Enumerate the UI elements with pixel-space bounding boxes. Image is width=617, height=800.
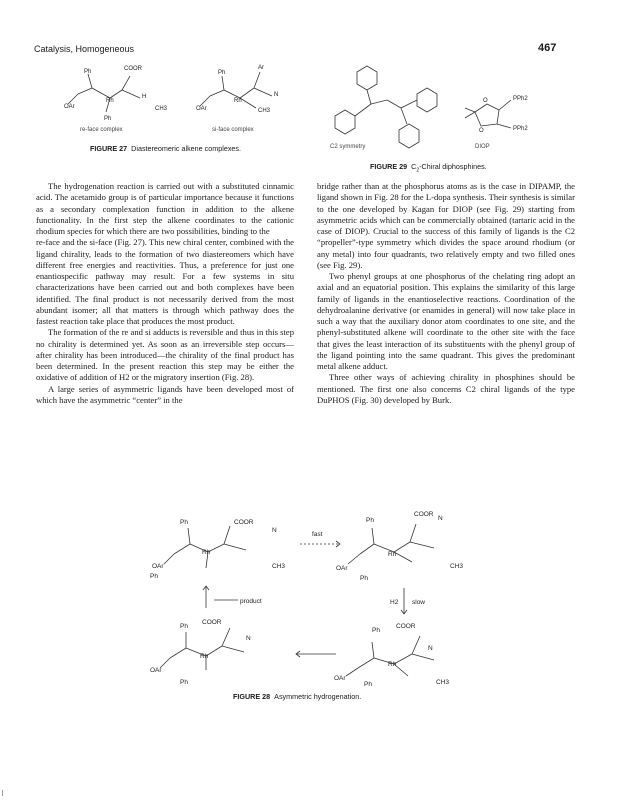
right-paragraph-1: bridge rather than at the phosphorus atoms as is the case in DIPAMP, the ligand shown in Fig. 28 for the L-dopa synthesis. Their synthesis is similar to the one developed by Kagan for DIOP (see Fig. 29) starting from asymmetric acids which can be commercially obtained (tartaric acid in the case of DIOP). Crucial to the success of this family of ligands is the C2 “propeller”-type symmetry which divides the space around rhodium (or any metal) into four quadrants, two relatively empty and two filled ones (see Fig. 29). [317,181,575,270]
svg-text:Ph: Ph [150,573,158,580]
figure-29-right-label: DIOP [475,144,490,150]
svg-text:Ph: Ph [180,679,188,686]
svg-text:OAr: OAr [152,563,164,570]
figure-27-left-label: re-face complex [80,127,123,133]
figure-29-caption-label: FIGURE 29 [370,162,408,171]
figure-28-diagram [150,508,480,690]
figure-28-caption-label: FIGURE 28 [233,692,271,701]
svg-text:CH3: CH3 [436,679,450,686]
svg-text:OAr: OAr [334,675,346,682]
left-paragraph-1: The hydrogenation reaction is carried out with a substituted cinnamic acid. The acetamido group is of particular importance because it functions as a secondary complexation function in addition to the alkene functionality. In the first step the alkene coordinates to the cationic rhodium species for which there are two possibilities, binding to the [36,181,294,236]
svg-text:Ph: Ph [372,627,380,634]
svg-text:Ph: Ph [218,70,226,76]
label-slow: slow [412,599,426,606]
svg-text:Ph: Ph [360,575,368,582]
figure-28-caption-text: Asymmetric hydrogenation. [274,692,362,701]
right-paragraph-2: Two phenyl groups at one phosphorus of the chelating ring adopt an axial and an equatorial position. This explains the similarity of this large family of ligands in the enantioselective reactions. Coordination of the dehydroalanine derivative (or enamides in general) will now take place in such a way that the auxiliary donor atom coordinates to one site, and the phenyl-substituted alkene will coordinate to the other site with the face that gives the least interaction of its substituents with the phenyl group of the ligand pointing into the same quadrant. This gives the predominant metal alkene adduct. [317,271,575,371]
svg-text:H: H [142,94,147,100]
svg-text:CH3: CH3 [450,563,464,570]
figure-29-diagram [325,60,540,150]
svg-text:OAr: OAr [64,104,75,110]
svg-text:PPh2: PPh2 [513,96,528,102]
svg-text:N: N [274,92,279,98]
figure-29-caption [370,162,487,173]
svg-text:O: O [483,98,488,104]
svg-text:Ph: Ph [366,517,374,524]
figure-27-right-label: si-face complex [212,127,254,133]
figure-27-caption-text: Diastereomeric alkene complexes. [131,144,242,153]
running-header-section: Catalysis, Homogeneous [34,44,135,54]
svg-text:N: N [438,515,443,522]
svg-text:Rh: Rh [388,661,397,668]
svg-text:COOR: COOR [202,619,222,626]
svg-text:OAr: OAr [196,106,207,112]
right-paragraph-3: Three other ways of achieving chirality in phosphines should be mentioned. The first one also concerns C2 chiral ligands of the type DuPHOS (Fig. 30) developed by Burk. [317,372,575,405]
figure-27-caption-label: FIGURE 27 [90,144,128,153]
svg-text:O: O [479,128,484,134]
svg-text:Ph: Ph [364,681,372,688]
svg-text:Ph: Ph [180,519,188,526]
page-number: 467 [538,42,557,54]
svg-text:COOR: COOR [396,623,416,630]
svg-text:N: N [246,635,251,642]
svg-text:N: N [428,645,433,652]
svg-text:Ph: Ph [104,116,112,122]
figure-29-caption-c: C [411,162,417,171]
label-h2: H2 [390,599,399,606]
svg-text:COOR: COOR [234,519,254,526]
figure-27-caption [90,144,241,153]
svg-text:OAr: OAr [336,565,348,572]
figure-28-caption [233,692,361,701]
svg-text:CH3: CH3 [258,108,271,114]
figure-29-caption-text: -Chiral diphosphines. [419,162,487,171]
svg-text:Ph: Ph [180,623,188,630]
svg-text:Ph: Ph [84,69,92,75]
right-column [317,181,575,406]
svg-text:Rh: Rh [202,549,211,556]
page-edge-mark [2,790,3,796]
svg-text:PPh2: PPh2 [513,126,528,132]
svg-text:COOR: COOR [124,66,142,72]
left-paragraph-1-cont: re-face and the si-face (Fig. 27). This new chiral center, combined with the ligand chirality, leads to the formation of two diastereomers which have different free energies and reactivities. Thus, a preference for just one enantiospecific pathway may result. For a few systems in situ characterizations have been carried out and both complexes have been identified. The final product is not necessarily derived from the most abundant isomer; all that matters is through which pathway does the fastest reaction take place that produces the most product. [36,237,294,326]
svg-text:CH3: CH3 [155,106,168,112]
svg-text:OAr: OAr [150,667,162,674]
figure-29-left-label: C2 symmetry [330,144,366,150]
figure-29-caption-sub: 2 [416,167,420,174]
svg-text:Rh: Rh [388,551,397,558]
figure-27-diagram [60,58,300,136]
left-paragraph-3: A large series of asymmetric ligands have been developed most of which have the asymmetric “center” in the [36,383,294,405]
svg-text:CH3: CH3 [272,563,286,570]
svg-text:Rh: Rh [234,98,242,104]
label-fast: fast [312,531,323,538]
svg-text:Ar: Ar [258,65,264,71]
svg-text:COOR: COOR [414,511,434,518]
label-product: product [240,598,262,605]
svg-text:Rh: Rh [200,653,209,660]
svg-text:Rh: Rh [106,98,114,104]
left-paragraph-2: The formation of the re and si adducts is reversible and thus in this step no chirality is determined yet. As soon as an irreversible step occurs—after chirality has been introduced—the chirality of the final product has been determined. In the present reaction this step may be either the oxidative of addition of H2 or the migratory insertion (Fig. 28). [36,327,294,383]
svg-text:N: N [272,527,277,534]
left-column [36,181,294,406]
